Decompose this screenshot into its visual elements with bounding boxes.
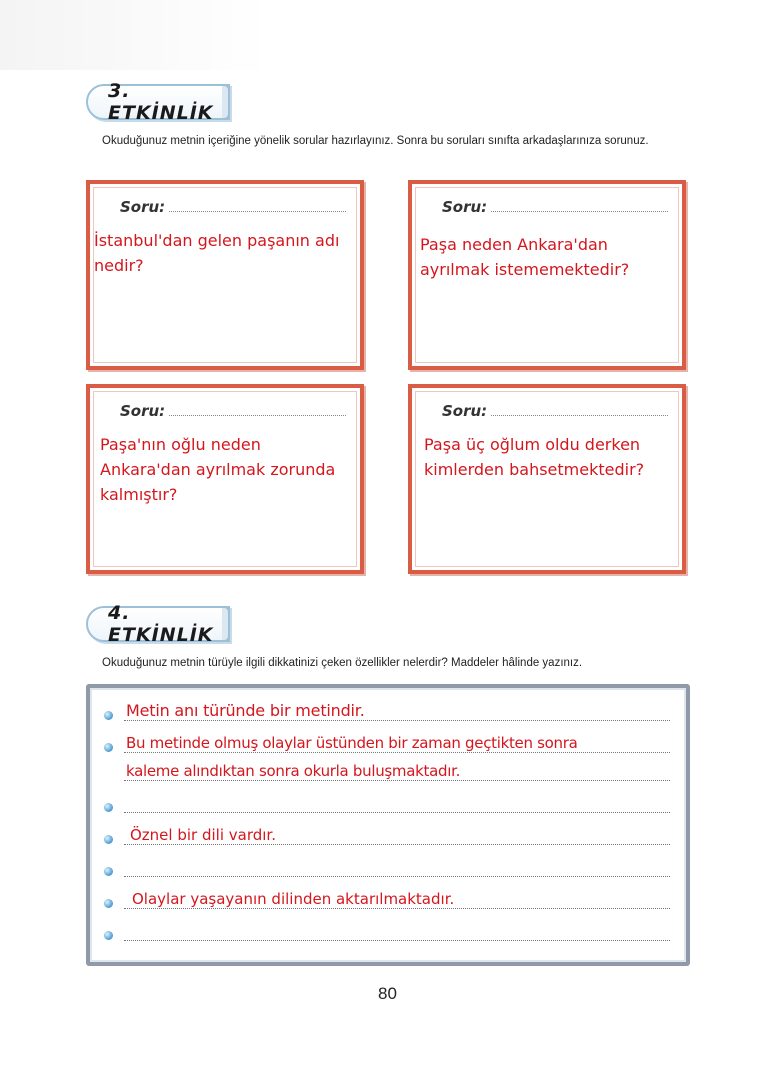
list-item[interactable] — [104, 782, 670, 814]
bullet-icon — [104, 867, 113, 876]
question-label: Soru: — [442, 198, 488, 216]
question-label: Soru: — [442, 402, 488, 420]
question-label: Soru: — [120, 198, 166, 216]
question-text: Paşa'nın oğlu neden Ankara'dan ayrılmak zorunda kalmıştır? — [100, 435, 336, 504]
question-box-1[interactable] — [86, 180, 364, 370]
question-dotted-line — [169, 414, 346, 416]
dotted-line — [124, 844, 670, 845]
bullet-icon — [104, 899, 113, 908]
list-item[interactable] — [104, 750, 670, 782]
list-item[interactable] — [104, 814, 670, 846]
question-dotted-line — [169, 210, 346, 212]
question-box-2[interactable] — [408, 180, 686, 370]
page-shadow — [0, 0, 270, 70]
activity-4-title: 4. ETKİNLİK — [86, 606, 230, 642]
list-item[interactable] — [104, 910, 670, 942]
bullet-icon — [104, 931, 113, 940]
question-label: Soru: — [120, 402, 166, 420]
question-row — [120, 198, 346, 216]
list-item-text: Öznel bir dili vardır. — [130, 826, 276, 844]
question-row — [442, 402, 668, 420]
question-text: Paşa neden Ankara'dan ayrılmak istememektedir? — [420, 235, 630, 279]
question-dotted-line — [491, 210, 668, 212]
dotted-line — [124, 780, 670, 781]
bullet-icon — [104, 803, 113, 812]
dotted-line — [124, 876, 670, 877]
question-box-4[interactable] — [408, 384, 686, 574]
activity-3-instruction: Okuduğunuz metnin içeriğine yönelik sorular hazırlayınız. Sonra bu soruları sınıfta arkadaşlarınıza sorunuz. — [102, 135, 649, 147]
dotted-line — [124, 812, 670, 813]
bullet-icon — [104, 835, 113, 844]
list-item-text: Olaylar yaşayanın dilinden aktarılmaktadır. — [132, 890, 455, 908]
question-row — [442, 198, 668, 216]
list-item[interactable] — [104, 878, 670, 910]
list-item-text: Metin anı türünde bir metindir. — [126, 701, 365, 720]
bullet-icon — [104, 711, 113, 720]
dotted-line — [124, 720, 670, 721]
list-item[interactable] — [104, 846, 670, 878]
activity-4-instruction: Okuduğunuz metnin türüyle ilgili dikkatinizi çeken özellikler nelerdir? Maddeler hâlinde yazınız. — [102, 657, 583, 669]
dotted-line — [124, 908, 670, 909]
answer-list-panel — [86, 684, 690, 966]
question-text: İstanbul'dan gelen paşanın adı nedir? — [94, 231, 340, 275]
list-item[interactable] — [104, 690, 670, 722]
list-item-text: Bu metinde olmuş olaylar üstünden bir zaman geçtikten sonra — [126, 734, 578, 752]
activity-3-title: 3. ETKİNLİK — [86, 84, 230, 120]
list-item-text: kaleme alındıktan sonra okurla buluşmaktadır. — [126, 762, 461, 780]
page-number: 80 — [378, 984, 397, 1003]
question-dotted-line — [491, 414, 668, 416]
dotted-line — [124, 940, 670, 941]
question-text: Paşa üç oğlum oldu derken kimlerden bahsetmektedir? — [424, 435, 645, 479]
question-box-3[interactable] — [86, 384, 364, 574]
question-row — [120, 402, 346, 420]
